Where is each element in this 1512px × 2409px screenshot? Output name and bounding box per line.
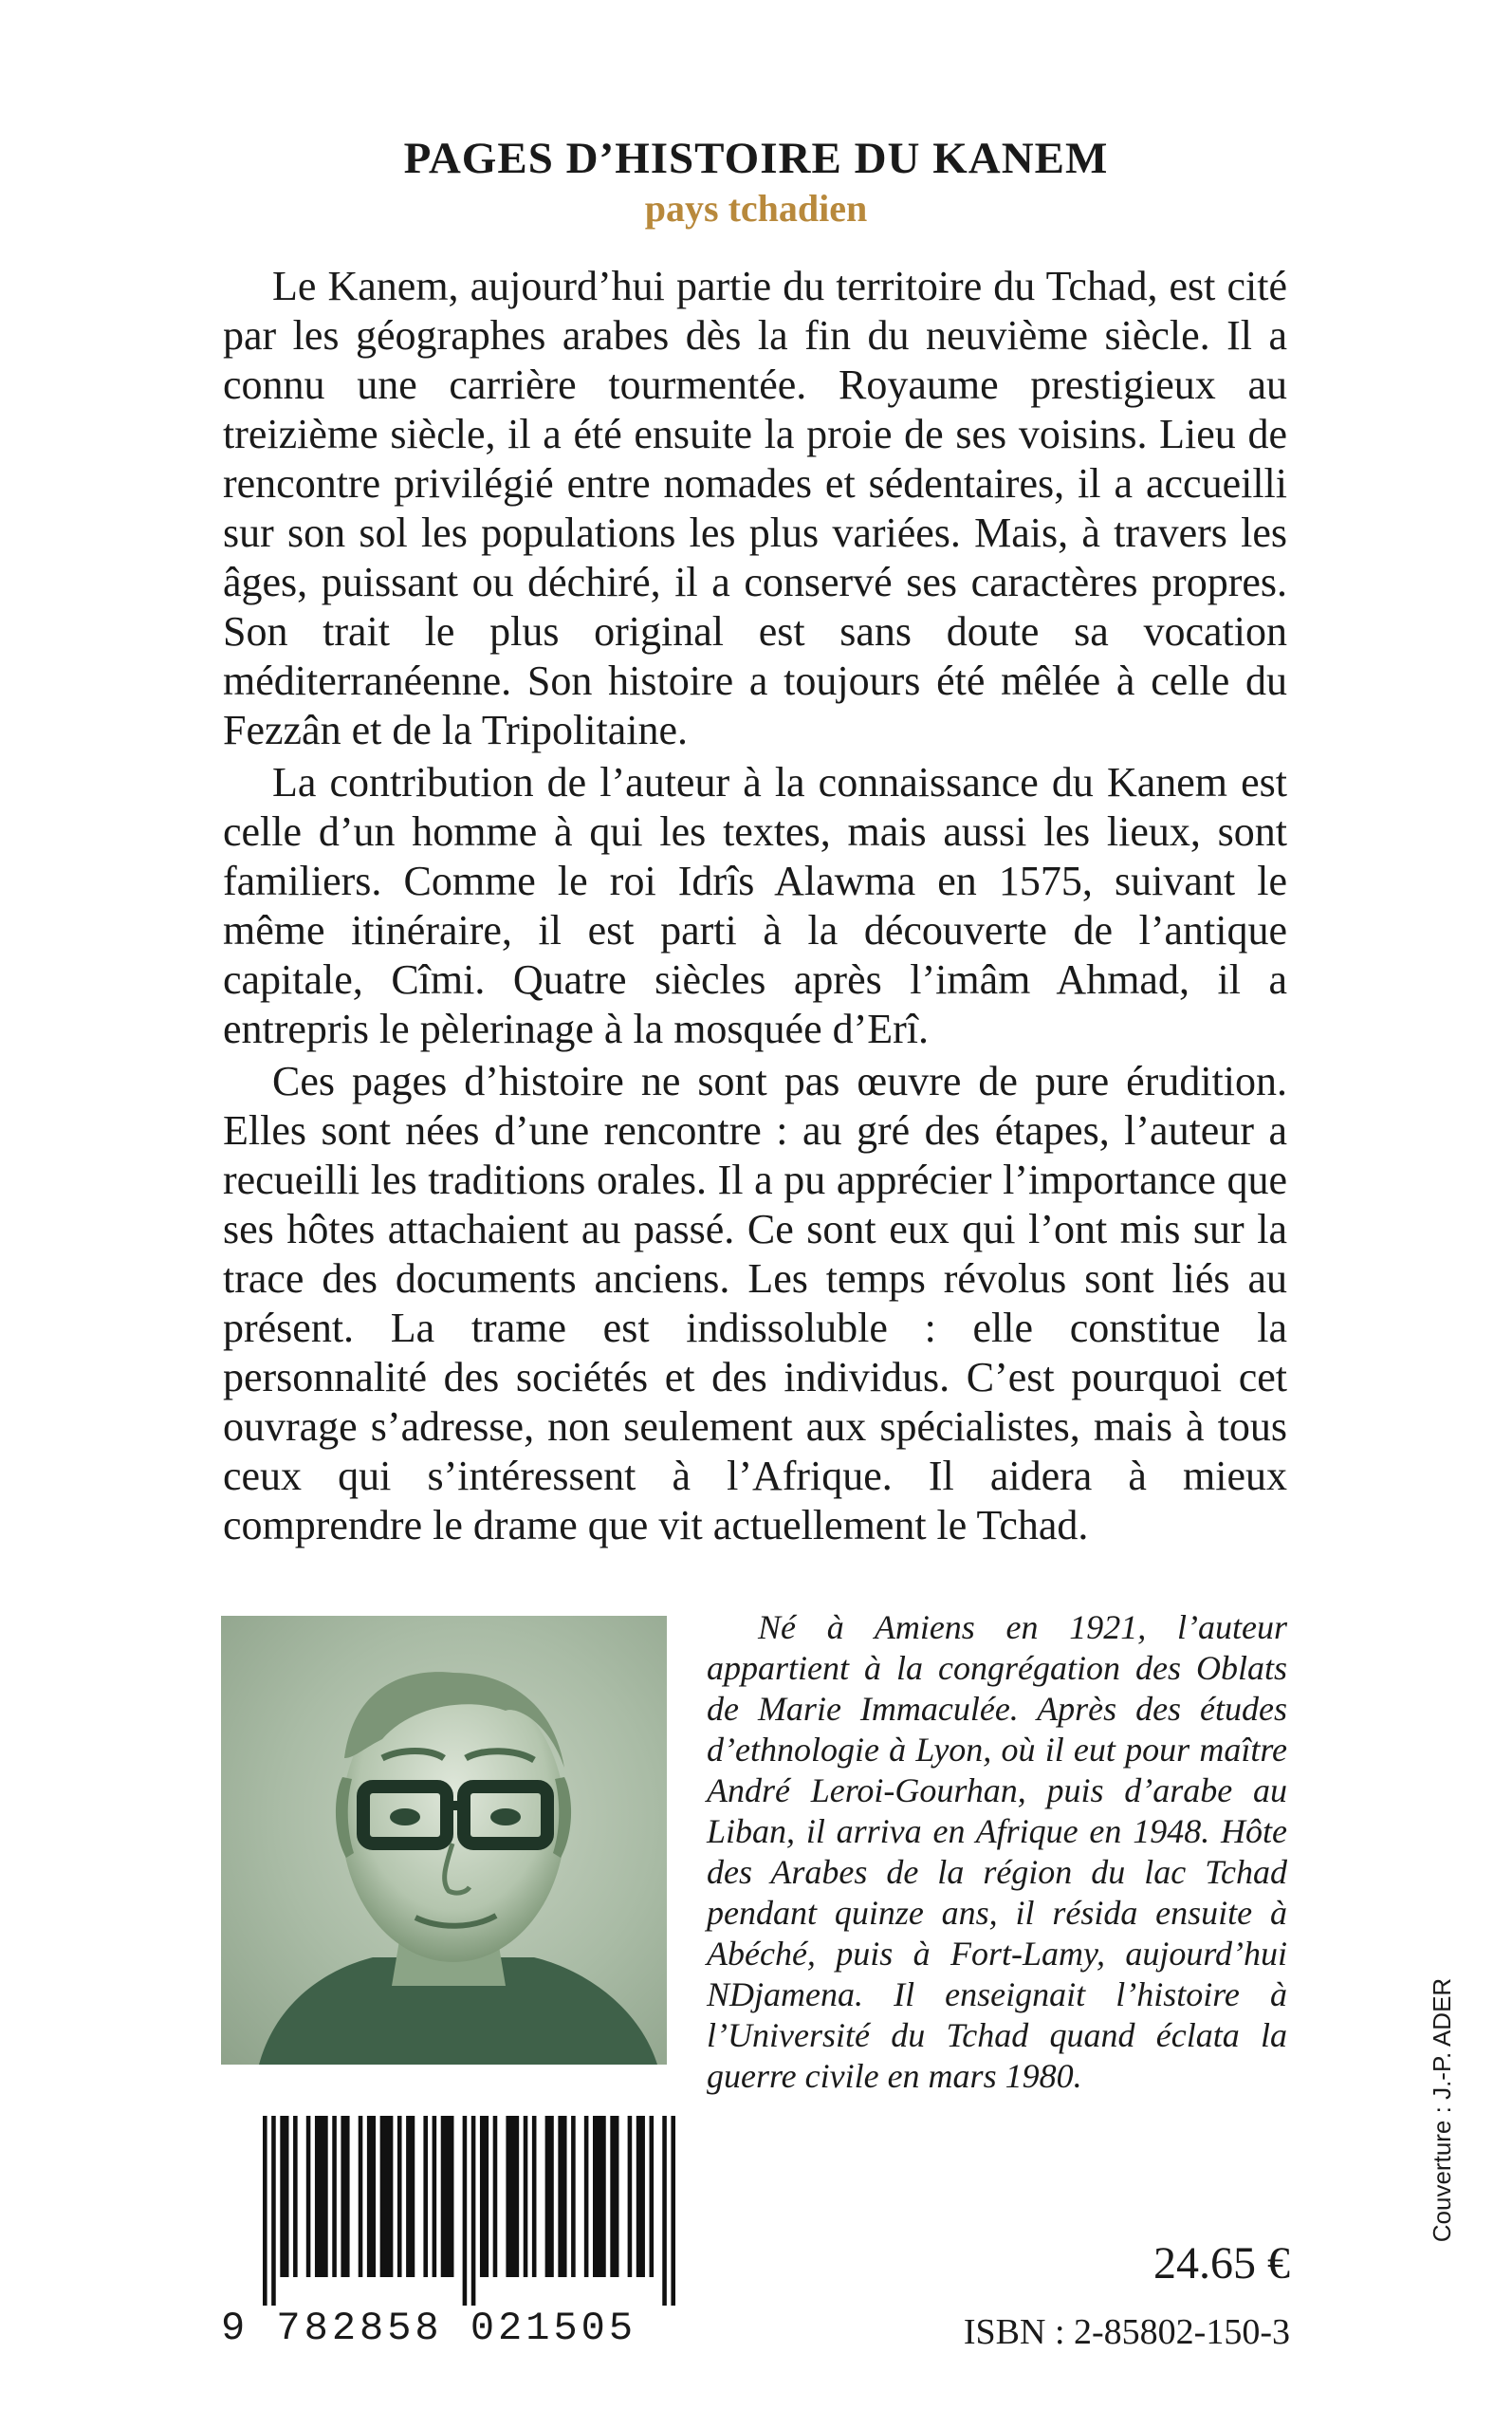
book-subtitle: pays tchadien — [644, 187, 868, 230]
barcode-bars — [263, 2116, 675, 2306]
isbn-number: ISBN : 2-85802-150-3 — [963, 2312, 1290, 2352]
author-bio: Né à Amiens en 1921, l’auteur appartient à la congrégation des Oblats de Marie Immaculée. Après des études d’ethnologie à Lyon, où il eut pour maître André Leroi-Gourhan, puis d’arabe au Liban, il arriva en Afrique en 1948. Hôte des Arabes de la région du lac Tchad pendant quinze ans, il résida ensuite à Abéché, puis à Fort-Lamy, aujourd’hui NDjamena. Il enseignait l’histoire à l’Université du Tchad quand éclata la guerre civile en mars 1980. — [707, 1608, 1287, 2095]
blurb-paragraph-2: La contribution de l’auteur à la connaissance du Kanem est celle d’un homme à qui les textes, mais aussi les lieux, sont familiers. Comme le roi Idrîs Alawma en 1575, suivant le même itinéraire, il est parti à la découverte de l’antique capitale, Cîmi. Quatre siècles après l’imâm Ahmad, il a entrepris le pèlerinage à la mosquée d’Erî. — [223, 759, 1287, 1052]
barcode-digits: 9 782858 021505 — [221, 2306, 637, 2351]
blurb-paragraph-1: Le Kanem, aujourd’hui partie du territoire du Tchad, est cité par les géographes arabes dès la fin du neuvième siècle. Il a connu une carrière tourmentée. Royaume prestigieux au treizième siècle, il a été ensuite la proie de ses voisins. Lieu de rencontre privilégié entre nomades et sédentaires, il a accueilli sur son sol les populations les plus variées. Mais, à travers les âges, puissant ou déchiré, il a conservé ses caractères propres. Son trait le plus original est sans doute sa vocation méditerranéenne. Son histoire a toujours été mêlée à celle du Fezzân et de la Tripolitaine. — [223, 263, 1287, 753]
isbn-barcode — [221, 2116, 676, 2355]
author-portrait-drawing — [221, 1616, 667, 2065]
book-title: PAGES D’HISTOIRE DU KANEM — [403, 134, 1109, 183]
blurb-paragraph-3: Ces pages d’histoire ne sont pas œuvre de pure érudition. Elles sont nées d’une rencontre : au gré des étapes, l’auteur a recueilli les traditions orales. Il a pu apprécier l’importance que ses hôtes attachaient au passé. Ce sont eux qui l’ont mis sur la trace des documents anciens. Les temps révolus sont liés au présent. La trame est indissoluble : elle constitue la personnalité des sociétés et des individus. C’est pourquoi cet ouvrage s’adresse, non seulement aux spécialistes, mais à tous ceux qui s’intéressent à l’Afrique. Il aidera à mieux comprendre le drame que vit actuellement le Tchad. — [223, 1058, 1287, 1548]
cover-credit: Couverture : J.-P. ADER — [1428, 1977, 1456, 2243]
blurb — [223, 262, 1287, 1553]
author-portrait — [221, 1616, 667, 2065]
price: 24.65 € — [1153, 2238, 1290, 2289]
